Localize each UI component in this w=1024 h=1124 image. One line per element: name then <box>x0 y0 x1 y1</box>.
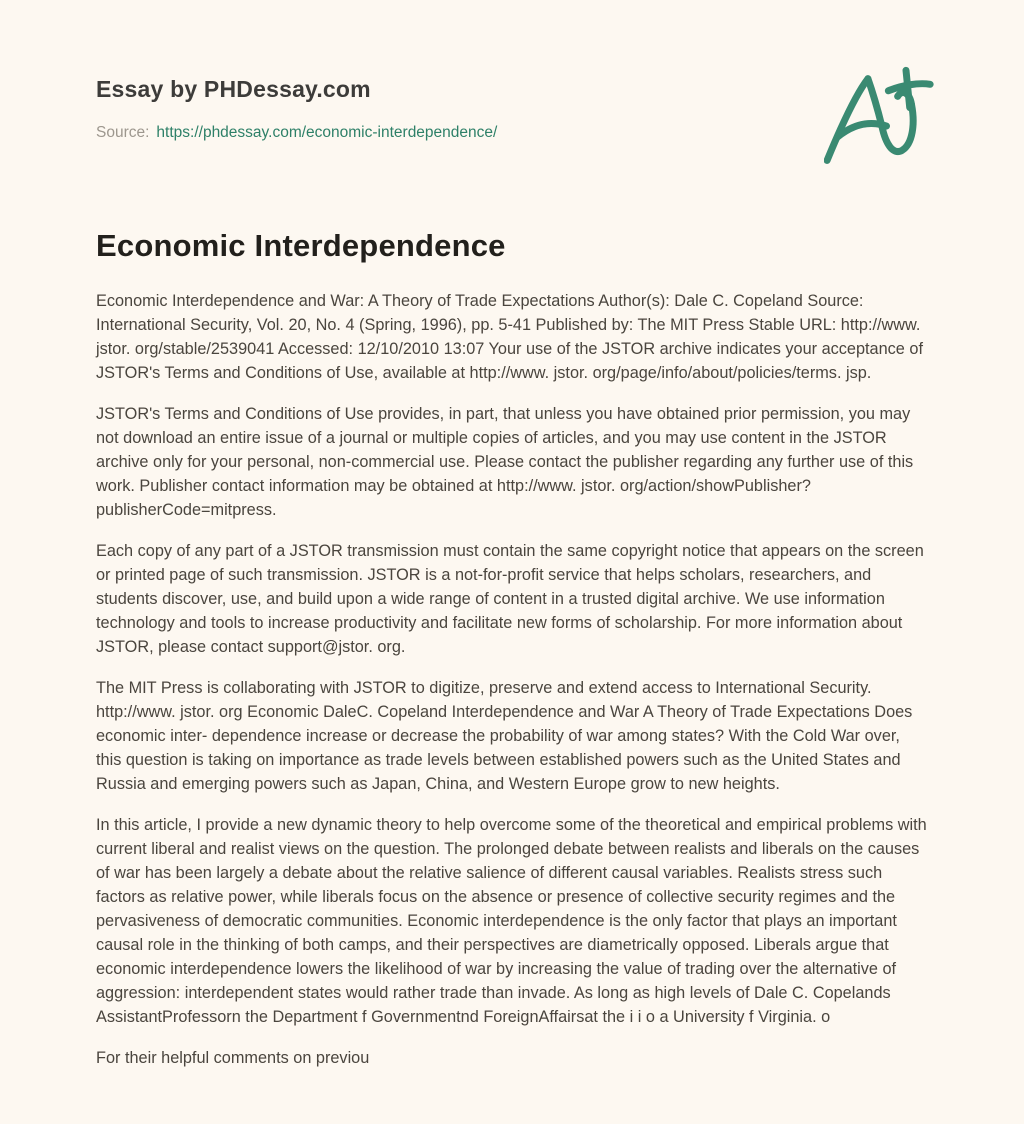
essay-paragraph: For their helpful comments on previou <box>96 1049 370 1067</box>
source-link[interactable]: https://phdessay.com/economic-interdependence/ <box>156 124 498 141</box>
essay-paragraph: JSTOR's Terms and Conditions of Use provides, in part, that unless you have obtained prior permission, you may not download an entire issue of a journal or multiple copies of articles, and you may use content in the JSTOR archive only for your personal, non-commercial use. Please contact the publisher regarding any further use of this work. Publisher contact information may be obtained at http://www. jstor. org/action/showPublisher? publisherCode=mitpress. <box>96 405 914 519</box>
phdessay-a-plus-logo-icon <box>824 62 936 166</box>
essay-title: Economic Interdependence <box>96 228 506 263</box>
essay-paragraph: Each copy of any part of a JSTOR transmission must contain the same copyright notice that appears on the screen or printed page of such transmission. JSTOR is a not-for-profit service that helps scholars, researchers, and students discover, use, and build upon a wide range of content in a trusted digital archive. We use information technology and tools to increase productivity and facilitate new forms of scholarship. For more information about JSTOR, please contact support@jstor. org. <box>96 542 924 656</box>
essay-paragraph: The MIT Press is collaborating with JSTOR to digitize, preserve and extend access to International Security. http://www. jstor. org Economic DaleC. Copeland Interdependence and War A Theory of Trade Expectations Does economic inter- dependence increase or decrease the probability of war among states? With the Cold War over, this question is taking on importance as trade levels between established powers such as the United States and Russia and emerging powers such as Japan, China, and Western Europe grow to new heights. <box>96 679 913 793</box>
essay-content <box>96 228 928 1070</box>
page-header <box>96 64 928 168</box>
source-line <box>96 124 497 142</box>
header-text-block <box>96 64 497 142</box>
essay-body <box>96 289 928 1070</box>
essay-paragraph: In this article, I provide a new dynamic theory to help overcome some of the theoretical and empirical problems with current liberal and realist views on the question. The prolonged debate between realists and liberals on the causes of war has been largely a debate about the relative salience of different causal variables. Realists stress such factors as relative power, while liberals focus on the absence or presence of collective security regimes and the pervasiveness of democratic communities. Economic interdependence is the only factor that plays an important causal role in the thinking of both camps, and their perspectives are diametrically opposed. Liberals argue that economic interdependence lowers the likelihood of war by increasing the value of trading over the alternative of aggression: interdependent states would rather trade than invade. As long as high levels of Dale C. Copelands AssistantProfessorn the Department f Governmentnd ForeignAffairsat the i i o a University f Virginia. o <box>96 816 927 1026</box>
site-title: Essay by PHDessay.com <box>96 76 371 102</box>
essay-paragraph: Economic Interdependence and War: A Theory of Trade Expectations Author(s): Dale C. Copeland Source: International Security, Vol. 20, No. 4 (Spring, 1996), pp. 5-41 Published by: The MIT Press Stable URL: http://www. jstor. org/stable/2539041 Accessed: 12/10/2010 13:07 Your use of the JSTOR archive indicates your acceptance of JSTOR's Terms and Conditions of Use, available at http://www. jstor. org/page/info/about/policies/terms. jsp. <box>96 292 923 382</box>
source-label: Source: <box>96 124 150 141</box>
